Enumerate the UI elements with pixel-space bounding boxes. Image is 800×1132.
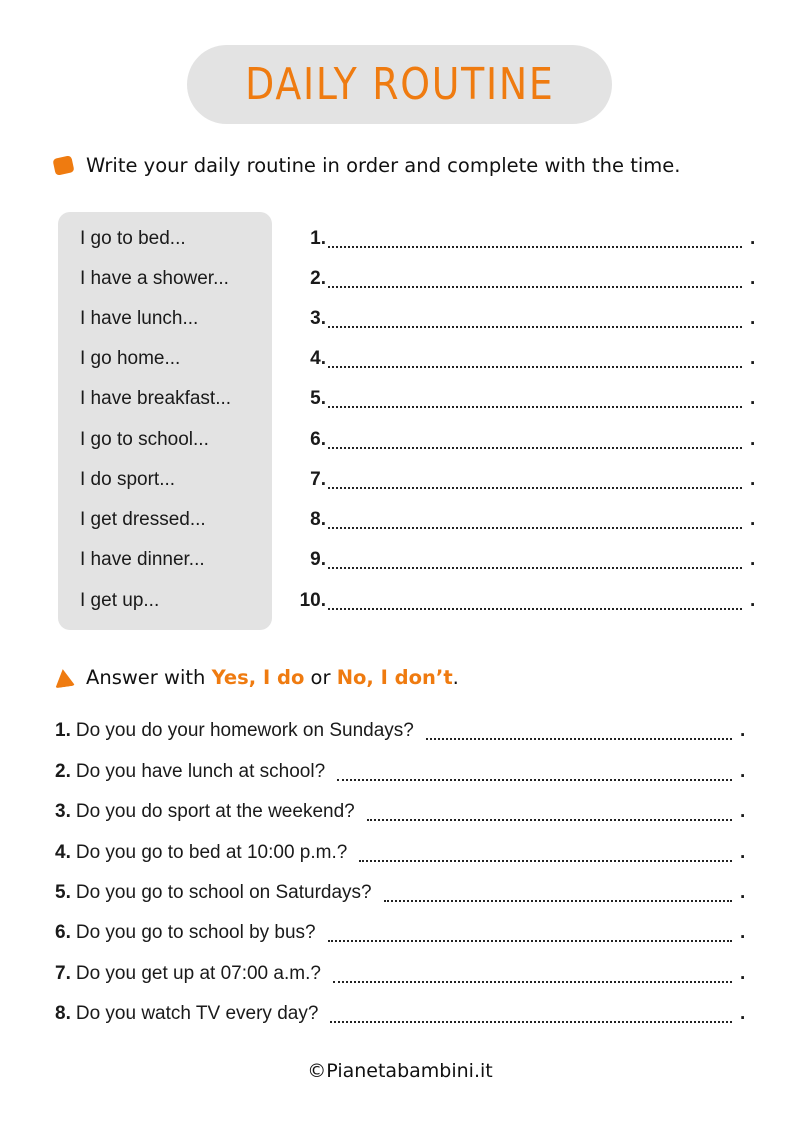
answer-blank[interactable] [330, 1007, 732, 1023]
page-title: DAILY ROUTINE [244, 59, 555, 110]
end-mark: . [740, 882, 746, 903]
phrase-item: I go home... [80, 348, 181, 369]
answer-blank[interactable] [384, 886, 732, 902]
question-number: 7. [55, 963, 71, 984]
phrase-item: I have breakfast... [80, 388, 232, 409]
end-mark: . [740, 922, 746, 943]
question-number: 6. [55, 922, 71, 943]
answer-line-2[interactable] [290, 268, 760, 292]
question-text: Do you go to bed at 10:00 p.m.? [75, 842, 348, 863]
end-mark: . [750, 429, 756, 450]
answer-number: 2. [310, 268, 326, 289]
answer-line-9[interactable] [290, 549, 760, 573]
answer-blank[interactable] [426, 724, 732, 740]
question-row-1[interactable] [55, 720, 750, 744]
answer-blank[interactable] [328, 473, 742, 489]
question-text: Do you go to school by bus? [75, 922, 316, 943]
end-mark: . [740, 761, 746, 782]
end-mark: . [750, 268, 756, 289]
orange-square-bullet-icon [52, 155, 74, 176]
answer-line-5[interactable] [290, 388, 760, 412]
question-row-4[interactable] [55, 842, 750, 866]
instruction-2-prefix: Answer with [86, 666, 212, 689]
answer-blank[interactable] [367, 805, 732, 821]
question-row-5[interactable] [55, 882, 750, 906]
no-phrase: No, I don’t [336, 666, 453, 689]
question-text: Do you have lunch at school? [75, 761, 326, 782]
phrase-item: I have a shower... [80, 268, 229, 289]
answer-number: 9. [310, 549, 326, 570]
question-number: 3. [55, 801, 71, 822]
end-mark: . [740, 1003, 746, 1024]
question-number: 4. [55, 842, 71, 863]
question-text: Do you do sport at the weekend? [75, 801, 355, 822]
answer-number: 10. [299, 590, 326, 611]
question-number: 5. [55, 882, 71, 903]
answer-number: 5. [310, 388, 326, 409]
end-mark: . [750, 388, 756, 409]
answer-blank[interactable] [328, 926, 732, 942]
or-word: or [304, 666, 337, 689]
orange-triangle-bullet-icon [53, 667, 75, 688]
end-mark: . [750, 590, 756, 611]
phrase-item: I go to school... [80, 429, 209, 450]
instruction-1 [54, 154, 680, 177]
question-row-2[interactable] [55, 761, 750, 785]
end-mark: . [750, 308, 756, 329]
answer-line-1[interactable] [290, 228, 760, 252]
answer-blank[interactable] [328, 553, 742, 569]
end-mark: . [750, 228, 756, 249]
instruction-2 [54, 666, 459, 689]
answer-number: 4. [310, 348, 326, 369]
question-number: 1. [55, 720, 71, 741]
answer-blank[interactable] [328, 392, 742, 408]
answer-blank[interactable] [333, 967, 732, 983]
end-mark: . [740, 801, 746, 822]
end-mark: . [750, 509, 756, 530]
answer-blank[interactable] [328, 232, 742, 248]
answer-blank[interactable] [328, 433, 742, 449]
question-row-3[interactable] [55, 801, 750, 825]
answer-number: 6. [310, 429, 326, 450]
question-text: Do you get up at 07:00 a.m.? [75, 963, 321, 984]
answer-blank[interactable] [328, 312, 742, 328]
instruction-1-text: Write your daily routine in order and complete with the time. [86, 154, 681, 177]
question-text: Do you watch TV every day? [75, 1003, 319, 1024]
question-row-8[interactable] [55, 1003, 750, 1027]
phrase-item: I get up... [80, 590, 160, 611]
end-mark: . [740, 720, 746, 741]
answer-blank[interactable] [328, 594, 742, 610]
question-number: 2. [55, 761, 71, 782]
question-text: Do you go to school on Saturdays? [75, 882, 372, 903]
answer-number: 7. [310, 469, 326, 490]
phrase-item: I get dressed... [80, 509, 206, 530]
answer-line-7[interactable] [290, 469, 760, 493]
phrase-item: I go to bed... [80, 228, 186, 249]
answer-line-10[interactable] [290, 590, 760, 614]
answer-blank[interactable] [328, 513, 742, 529]
phrase-item: I have lunch... [80, 308, 199, 329]
end-mark: . [750, 348, 756, 369]
end-mark: . [740, 963, 746, 984]
answer-line-8[interactable] [290, 509, 760, 533]
end-mark: . [750, 469, 756, 490]
question-row-7[interactable] [55, 963, 750, 987]
title-banner [187, 45, 612, 124]
phrase-item: I have dinner... [80, 549, 205, 570]
end-mark: . [740, 842, 746, 863]
answer-number: 3. [310, 308, 326, 329]
answer-number: 1. [310, 228, 326, 249]
end-mark: . [750, 549, 756, 570]
answer-line-3[interactable] [290, 308, 760, 332]
answer-blank[interactable] [337, 765, 732, 781]
phrase-item: I do sport... [80, 469, 176, 490]
question-number: 8. [55, 1003, 71, 1024]
question-text: Do you do your homework on Sundays? [75, 720, 414, 741]
answer-line-4[interactable] [290, 348, 760, 372]
yes-phrase: Yes, I do [211, 666, 305, 689]
phrase-bank [58, 212, 272, 630]
copyright-footer: ©Pianetabambini.it [307, 1060, 493, 1082]
answer-blank[interactable] [359, 846, 732, 862]
question-row-6[interactable] [55, 922, 750, 946]
answer-blank[interactable] [328, 272, 742, 288]
instruction-2-suffix: . [452, 666, 459, 689]
answer-line-6[interactable] [290, 429, 760, 453]
answer-blank[interactable] [328, 352, 742, 368]
answer-number: 8. [310, 509, 326, 530]
